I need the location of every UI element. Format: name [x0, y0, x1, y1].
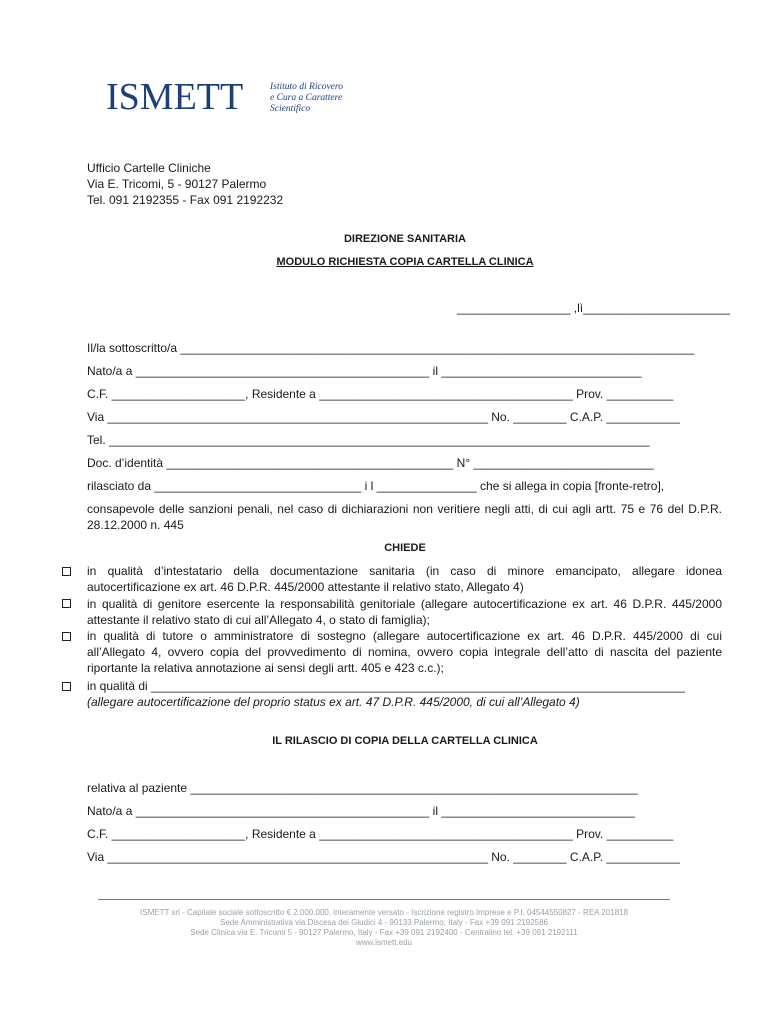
option-tutore: in qualità di tutore o amministratore di sostegno (allegare autocertificazione ex art. 46 D.P.R. 445/2000 di cui all’Allegato 4, ovvero copia del provvedimento di nomina, ovvero copia integrale dell’atto di nascita del paziente riportante la relativa annotazione ai sensi degli artt. 405 e 423 c.c.); [87, 629, 722, 675]
footer-website: www.ismett.edu [355, 938, 413, 947]
option-altro-note: (allegare autocertificazione del proprio status ex art. 47 D.P.R. 445/2000, di cui all’Allegato 4) [87, 695, 580, 709]
patient-birth-field[interactable]: Nato/a a ____________________________________________ il _____________________________ [87, 804, 635, 818]
footer-divider [98, 899, 670, 900]
logo-tagline-line: Istituto di Ricovero [270, 82, 343, 92]
patient-address-field[interactable]: Via _________________________________________________________ No. ________ C.A.P. ___________ [87, 850, 680, 864]
applicant-cf-residence-field[interactable]: C.F. ____________________, Residente a ______________________________________ Prov. __________ [87, 387, 674, 401]
applicant-birth-field[interactable]: Nato/a a ____________________________________________ il ______________________________ [87, 364, 642, 378]
footer [98, 908, 670, 948]
option-altro-field[interactable]: in qualità di ________________________________________________________________________________ [87, 679, 685, 693]
logo-tagline-line: e Cura a Carattere [270, 93, 343, 103]
checkbox-intestatario[interactable] [62, 567, 71, 576]
ismett-logo: ISMETT [106, 76, 244, 118]
logo-tagline [270, 82, 365, 115]
applicant-address-field[interactable]: Via _________________________________________________________ No. ________ C.A.P. ___________ [87, 410, 680, 424]
option-intestatario: in qualità d’intestatario della documentazione sanitaria (in caso di minore emancipato, allegare idonea autocertificazione ex art. 46 D.P.R. 445/2000 attestante il relativo stato, Allegato 4) [87, 564, 722, 594]
option-genitore: in qualità di genitore esercente la responsabilità genitoriale (allegare autocertificazione ex art. 46 D.P.R. 445/2000 attestante il relativo stato di cui all’Allegato 4, o stato di famiglia); [87, 597, 722, 627]
office-street: Via E. Tricomi, 5 - 90127 Palermo [87, 177, 267, 191]
logo-tagline-line: Scientifico [270, 104, 311, 114]
applicant-name-field[interactable]: Il/la sottoscritto/a _____________________________________________________________________________ [87, 341, 695, 355]
request-heading: CHIEDE [384, 542, 426, 554]
date-field[interactable]: _________________ ,lì______________________ [457, 301, 730, 315]
release-heading: IL RILASCIO DI COPIA DELLA CARTELLA CLINICA [272, 735, 538, 747]
checkbox-genitore[interactable] [62, 599, 71, 608]
direction-heading: DIREZIONE SANITARIA [343, 233, 467, 245]
patient-cf-residence-field[interactable]: C.F. ____________________, Residente a ______________________________________ Prov. __________ [87, 827, 674, 841]
applicant-id-issued-field[interactable]: rilasciato da _______________________________ i l _______________ che si allega in copia [fronte-retro], [87, 479, 665, 493]
office-name: Ufficio Cartelle Cliniche [87, 161, 211, 175]
footer-clinic-line: Sede Clinica via E. Tricomi 5 - 90127 Palermo, Italy - Fax +39 091 2192400 - Centralino tel. +39 091 2192111 [190, 928, 578, 937]
form-title: MODULO RICHIESTA COPIA CARTELLA CLINICA [276, 256, 534, 268]
applicant-id-doc-field[interactable]: Doc. d’identità ___________________________________________ N° ___________________________ [87, 456, 654, 470]
office-phone: Tel. 091 2192355 - Fax 091 2192232 [87, 193, 284, 207]
checkbox-tutore[interactable] [62, 632, 71, 641]
checkbox-altro[interactable] [62, 682, 71, 691]
footer-company-line: ISMETT srl - Capitale sociale sottoscritto € 2.000.000, interamente versato - Iscrizione registro Imprese e P.I. 04544550827 - REA 201818 [140, 908, 628, 917]
patient-name-field[interactable]: relativa al paziente ___________________________________________________________________ [87, 781, 638, 795]
footer-admin-line: Sede Amministrativa via Discesa dei Giudici 4 - 90133 Palermo, Italy - Fax +39 091 2192586 [220, 918, 548, 927]
office-address [87, 160, 283, 208]
declaration-text: consapevole delle sanzioni penali, nel caso di dichiarazioni non veritiere negli atti, di cui agli artt. 75 e 76 del D.P.R. 28.12.2000 n. 445 [87, 502, 722, 532]
applicant-phone-field[interactable]: Tel. _________________________________________________________________________________ [87, 433, 650, 447]
